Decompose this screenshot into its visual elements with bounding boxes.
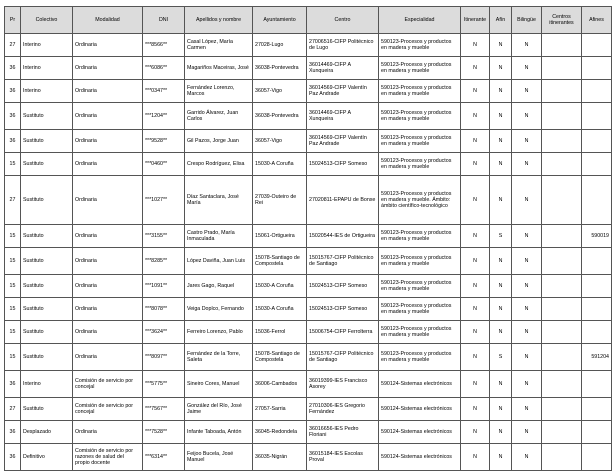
cell-modalidad: Ordinaria [73, 344, 143, 371]
cell-afines [582, 398, 612, 421]
cell-afines [582, 248, 612, 275]
cell-pr: 15 [5, 225, 21, 248]
cell-especialidad: 590123-Procesos y productos en madera y mueble [379, 344, 461, 371]
header-afin: Afín [490, 7, 512, 34]
cell-ayuntamiento: 15030-A Coruña [253, 298, 307, 321]
header-afines: Afines [582, 7, 612, 34]
cell-modalidad: Ordinaria [73, 225, 143, 248]
cell-centros-itinerantes [542, 57, 582, 80]
cell-afines: 590019 [582, 225, 612, 248]
cell-afines [582, 444, 612, 471]
header-apellidos-nombre: Apellidos y nombre [185, 7, 253, 34]
cell-centros-itinerantes [542, 248, 582, 275]
cell-modalidad: Comisión de servicio por razones de salud del propio docente [73, 444, 143, 471]
cell-ayuntamiento: 15036-Ferrol [253, 321, 307, 344]
cell-afines [582, 298, 612, 321]
cell-pr: 15 [5, 248, 21, 275]
cell-pr: 36 [5, 57, 21, 80]
cell-modalidad: Ordinaria [73, 421, 143, 444]
cell-pr: 36 [5, 444, 21, 471]
cell-colectivo: Sustituto [21, 298, 73, 321]
cell-itinerante: N [461, 275, 490, 298]
cell-dni: ***8285** [143, 248, 185, 275]
cell-centro: 15024513-CIFP Someso [307, 153, 379, 176]
cell-afines [582, 130, 612, 153]
cell-afines [582, 57, 612, 80]
cell-ayuntamiento: 27028-Lugo [253, 34, 307, 57]
assignment-table [4, 6, 612, 471]
table-row [5, 176, 612, 225]
cell-ayuntamiento: 36038-Pontevedra [253, 103, 307, 130]
cell-itinerante: N [461, 153, 490, 176]
cell-modalidad: Ordinaria [73, 34, 143, 57]
cell-itinerante: N [461, 321, 490, 344]
cell-afin: N [490, 153, 512, 176]
cell-apellidos-nombre: Jares Gago, Raquel [185, 275, 253, 298]
cell-centros-itinerantes [542, 103, 582, 130]
cell-centro: 36019399-IES Francisco Asorey [307, 371, 379, 398]
cell-afin: N [490, 321, 512, 344]
cell-pr: 15 [5, 344, 21, 371]
cell-apellidos-nombre: López Daviña, Juan Luis [185, 248, 253, 275]
cell-apellidos-nombre: Fernández de la Torre, Saleta [185, 344, 253, 371]
header-row [5, 7, 612, 34]
cell-modalidad: Comisión de servicio por concejal [73, 371, 143, 398]
table-row [5, 321, 612, 344]
cell-colectivo: Sustituto [21, 225, 73, 248]
cell-centro: 27010306-IES Gregorio Fernández [307, 398, 379, 421]
cell-centro: 15006754-CIFP Ferrolterra [307, 321, 379, 344]
cell-itinerante: N [461, 298, 490, 321]
cell-centros-itinerantes [542, 153, 582, 176]
cell-apellidos-nombre: Fernández Lorenzo, Marcos [185, 80, 253, 103]
cell-centro: 15024513-CIFP Someso [307, 298, 379, 321]
cell-bilingue: N [512, 344, 542, 371]
cell-bilingue: N [512, 248, 542, 275]
cell-pr: 36 [5, 371, 21, 398]
cell-pr: 36 [5, 421, 21, 444]
cell-apellidos-nombre: Gil Pazos, Jorge Juan [185, 130, 253, 153]
cell-modalidad: Ordinaria [73, 176, 143, 225]
cell-afin: N [490, 130, 512, 153]
cell-pr: 36 [5, 80, 21, 103]
cell-especialidad: 590124-Sistemas electrónicos [379, 371, 461, 398]
cell-itinerante: N [461, 248, 490, 275]
cell-especialidad: 590124-Sistemas electrónicos [379, 398, 461, 421]
cell-dni: ***1204** [143, 103, 185, 130]
cell-centro: 36014469-CIFP A Xunqueira [307, 103, 379, 130]
cell-dni: ***8097** [143, 344, 185, 371]
cell-centro: 15020544-IES de Ortigueira [307, 225, 379, 248]
cell-pr: 36 [5, 130, 21, 153]
cell-apellidos-nombre: Magariños Maceiras, José [185, 57, 253, 80]
cell-colectivo: Interino [21, 34, 73, 57]
cell-apellidos-nombre: Sineiro Cores, Manuel [185, 371, 253, 398]
cell-afin: N [490, 444, 512, 471]
cell-centros-itinerantes [542, 80, 582, 103]
cell-dni: ***9528** [143, 130, 185, 153]
cell-dni: ***8078** [143, 298, 185, 321]
table-row [5, 371, 612, 398]
cell-itinerante: N [461, 421, 490, 444]
table-row [5, 130, 612, 153]
cell-pr: 15 [5, 298, 21, 321]
cell-ayuntamiento: 36057-Vigo [253, 130, 307, 153]
cell-especialidad: 590123-Procesos y productos en madera y mueble [379, 57, 461, 80]
cell-afines [582, 275, 612, 298]
cell-afin: N [490, 248, 512, 275]
cell-afines [582, 421, 612, 444]
cell-modalidad: Ordinaria [73, 248, 143, 275]
cell-modalidad: Ordinaria [73, 153, 143, 176]
cell-afin: S [490, 344, 512, 371]
cell-apellidos-nombre: Veiga Doplco, Fernando [185, 298, 253, 321]
cell-bilingue: N [512, 34, 542, 57]
cell-dni: ***8566** [143, 34, 185, 57]
cell-bilingue: N [512, 103, 542, 130]
cell-ayuntamiento: 36057-Vigo [253, 80, 307, 103]
cell-apellidos-nombre: Castro Prado, María Inmaculada [185, 225, 253, 248]
table-row [5, 248, 612, 275]
cell-centro: 27006516-CIFP Politécnico de Lugo [307, 34, 379, 57]
cell-centros-itinerantes [542, 130, 582, 153]
cell-afin: S [490, 225, 512, 248]
cell-dni: ***0347** [143, 80, 185, 103]
cell-ayuntamiento: 27057-Sarria [253, 398, 307, 421]
cell-pr: 27 [5, 176, 21, 225]
table-row [5, 298, 612, 321]
cell-modalidad: Ordinaria [73, 321, 143, 344]
cell-centro: 36014569-CIFP Valentín Paz Andrade [307, 80, 379, 103]
cell-itinerante: N [461, 103, 490, 130]
cell-apellidos-nombre: Garrido Álvarez, Juan Carlos [185, 103, 253, 130]
table-header [5, 7, 612, 34]
cell-itinerante: N [461, 80, 490, 103]
cell-colectivo: Sustituto [21, 321, 73, 344]
cell-afines [582, 321, 612, 344]
cell-centros-itinerantes [542, 225, 582, 248]
header-colectivo: Colectivo [21, 7, 73, 34]
cell-especialidad: 590123-Procesos y productos en madera y mueble [379, 153, 461, 176]
cell-bilingue: N [512, 398, 542, 421]
cell-centros-itinerantes [542, 421, 582, 444]
cell-afin: N [490, 34, 512, 57]
cell-pr: 15 [5, 153, 21, 176]
cell-especialidad: 590123-Procesos y productos en madera y mueble [379, 103, 461, 130]
header-modalidad: Modalidad [73, 7, 143, 34]
cell-centros-itinerantes [542, 444, 582, 471]
cell-especialidad: 590123-Procesos y productos en madera y mueble [379, 34, 461, 57]
cell-centros-itinerantes [542, 321, 582, 344]
cell-itinerante: N [461, 130, 490, 153]
cell-apellidos-nombre: Díaz Santaclara, José María [185, 176, 253, 225]
cell-bilingue: N [512, 153, 542, 176]
cell-centros-itinerantes [542, 371, 582, 398]
cell-colectivo: Sustituto [21, 248, 73, 275]
cell-modalidad: Ordinaria [73, 298, 143, 321]
cell-bilingue: N [512, 225, 542, 248]
cell-colectivo: Interino [21, 371, 73, 398]
cell-afines [582, 80, 612, 103]
header-bilingue: Bilingüe [512, 7, 542, 34]
cell-apellidos-nombre: Crespo Rodríguez, Elisa [185, 153, 253, 176]
cell-ayuntamiento: 36045-Redondela [253, 421, 307, 444]
cell-bilingue: N [512, 57, 542, 80]
header-dni: DNI [143, 7, 185, 34]
cell-afines [582, 371, 612, 398]
cell-pr: 27 [5, 398, 21, 421]
cell-dni: ***0460** [143, 153, 185, 176]
cell-modalidad: Ordinaria [73, 103, 143, 130]
cell-bilingue: N [512, 176, 542, 225]
table-row [5, 153, 612, 176]
cell-dni: ***1027** [143, 176, 185, 225]
cell-pr: 36 [5, 103, 21, 130]
table-row [5, 57, 612, 80]
table-row [5, 398, 612, 421]
cell-centro: 36016656-IES Pedro Floriani [307, 421, 379, 444]
table-row [5, 103, 612, 130]
cell-especialidad: 590123-Procesos y productos en madera y mueble [379, 321, 461, 344]
cell-pr: 15 [5, 321, 21, 344]
cell-bilingue: N [512, 298, 542, 321]
cell-especialidad: 590123-Procesos y productos en madera y mueble [379, 275, 461, 298]
cell-afin: N [490, 57, 512, 80]
cell-modalidad: Ordinaria [73, 80, 143, 103]
cell-modalidad: Comisión de servicio por concejal [73, 398, 143, 421]
cell-afin: N [490, 371, 512, 398]
cell-centros-itinerantes [542, 176, 582, 225]
cell-dni: ***3624** [143, 321, 185, 344]
cell-centro: 36014469-CIFP A Xunqueira [307, 57, 379, 80]
header-pr: Pr [5, 7, 21, 34]
cell-afines [582, 34, 612, 57]
cell-especialidad: 590123-Procesos y productos en madera y mueble [379, 298, 461, 321]
table-row [5, 275, 612, 298]
cell-itinerante: N [461, 371, 490, 398]
cell-afin: N [490, 398, 512, 421]
cell-colectivo: Sustituto [21, 103, 73, 130]
cell-dni: ***5775** [143, 371, 185, 398]
cell-colectivo: Interino [21, 80, 73, 103]
cell-ayuntamiento: 15061-Ortigueira [253, 225, 307, 248]
cell-especialidad: 590124-Sistemas electrónicos [379, 444, 461, 471]
cell-centro: 36014569-CIFP Valentín Paz Andrade [307, 130, 379, 153]
cell-centro: 27020811-EPAPU de Bonxe [307, 176, 379, 225]
cell-itinerante: N [461, 344, 490, 371]
cell-ayuntamiento: 27039-Outeiro de Rei [253, 176, 307, 225]
header-itinerante: Itinerante [461, 7, 490, 34]
cell-centro: 15015767-CIFP Politécnico de Santiago [307, 344, 379, 371]
cell-ayuntamiento: 36038-Pontevedra [253, 57, 307, 80]
cell-afines [582, 153, 612, 176]
table-row [5, 421, 612, 444]
cell-afines [582, 176, 612, 225]
header-centros-itinerantes: Centros itinerantes [542, 7, 582, 34]
cell-itinerante: N [461, 398, 490, 421]
cell-colectivo: Sustituto [21, 153, 73, 176]
cell-afin: N [490, 298, 512, 321]
cell-centros-itinerantes [542, 398, 582, 421]
cell-colectivo: Sustituto [21, 344, 73, 371]
cell-centros-itinerantes [542, 275, 582, 298]
cell-afin: N [490, 421, 512, 444]
cell-dni: ***3155** [143, 225, 185, 248]
cell-colectivo: Sustituto [21, 398, 73, 421]
cell-modalidad: Ordinaria [73, 57, 143, 80]
cell-dni: ***7567** [143, 398, 185, 421]
cell-itinerante: N [461, 444, 490, 471]
cell-colectivo: Sustituto [21, 130, 73, 153]
cell-especialidad: 590123-Procesos y productos en madera y mueble [379, 225, 461, 248]
cell-apellidos-nombre: González del Río, José Jaime [185, 398, 253, 421]
cell-colectivo: Definitivo [21, 444, 73, 471]
cell-dni: ***1091** [143, 275, 185, 298]
cell-bilingue: N [512, 321, 542, 344]
cell-centro: 36015184-IES Escolas Proval [307, 444, 379, 471]
cell-especialidad: 590123-Procesos y productos en madera y mueble [379, 80, 461, 103]
cell-itinerante: N [461, 34, 490, 57]
cell-bilingue: N [512, 421, 542, 444]
table-row [5, 225, 612, 248]
cell-ayuntamiento: 36035-Nigrán [253, 444, 307, 471]
cell-afin: N [490, 80, 512, 103]
cell-modalidad: Ordinaria [73, 275, 143, 298]
table-body [5, 34, 612, 471]
cell-itinerante: N [461, 57, 490, 80]
cell-especialidad: 590124-Sistemas electrónicos [379, 421, 461, 444]
cell-colectivo: Interino [21, 57, 73, 80]
cell-apellidos-nombre: Ferreiro Lorenzo, Pablo [185, 321, 253, 344]
cell-ayuntamiento: 36006-Cambados [253, 371, 307, 398]
table-row [5, 444, 612, 471]
cell-bilingue: N [512, 371, 542, 398]
table-row [5, 34, 612, 57]
cell-centros-itinerantes [542, 344, 582, 371]
cell-bilingue: N [512, 444, 542, 471]
cell-afin: N [490, 103, 512, 130]
cell-bilingue: N [512, 275, 542, 298]
cell-afin: N [490, 275, 512, 298]
cell-centro: 15015767-CIFP Politécnico de Santiago [307, 248, 379, 275]
cell-dni: ***6086** [143, 57, 185, 80]
cell-modalidad: Ordinaria [73, 130, 143, 153]
cell-centro: 15024513-CIFP Someso [307, 275, 379, 298]
cell-ayuntamiento: 15078-Santiago de Compostela [253, 344, 307, 371]
cell-colectivo: Sustituto [21, 176, 73, 225]
cell-dni: ***6314** [143, 444, 185, 471]
cell-apellidos-nombre: Casal López, María Carmen [185, 34, 253, 57]
cell-apellidos-nombre: Infante Taboada, Antón [185, 421, 253, 444]
cell-pr: 27 [5, 34, 21, 57]
cell-centros-itinerantes [542, 34, 582, 57]
cell-ayuntamiento: 15030-A Coruña [253, 153, 307, 176]
cell-apellidos-nombre: Feijoo Bucela, José Manuel [185, 444, 253, 471]
cell-especialidad: 590123-Procesos y productos en madera y mueble. Ámbito: ámbito científico-tecnológico [379, 176, 461, 225]
cell-centros-itinerantes [542, 298, 582, 321]
cell-colectivo: Desplazado [21, 421, 73, 444]
cell-especialidad: 590123-Procesos y productos en madera y mueble [379, 248, 461, 275]
table-row [5, 80, 612, 103]
cell-itinerante: N [461, 176, 490, 225]
cell-ayuntamiento: 15078-Santiago de Compostela [253, 248, 307, 275]
cell-afines [582, 103, 612, 130]
cell-ayuntamiento: 15030-A Coruña [253, 275, 307, 298]
cell-colectivo: Sustituto [21, 275, 73, 298]
header-especialidad: Especialidad [379, 7, 461, 34]
header-centro: Centro [307, 7, 379, 34]
cell-bilingue: N [512, 130, 542, 153]
header-ayuntamiento: Ayuntamiento [253, 7, 307, 34]
cell-especialidad: 590123-Procesos y productos en madera y mueble [379, 130, 461, 153]
cell-afin: N [490, 176, 512, 225]
cell-bilingue: N [512, 80, 542, 103]
cell-dni: ***7528** [143, 421, 185, 444]
cell-afines: 591204 [582, 344, 612, 371]
cell-itinerante: N [461, 225, 490, 248]
cell-pr: 15 [5, 275, 21, 298]
table-row [5, 344, 612, 371]
